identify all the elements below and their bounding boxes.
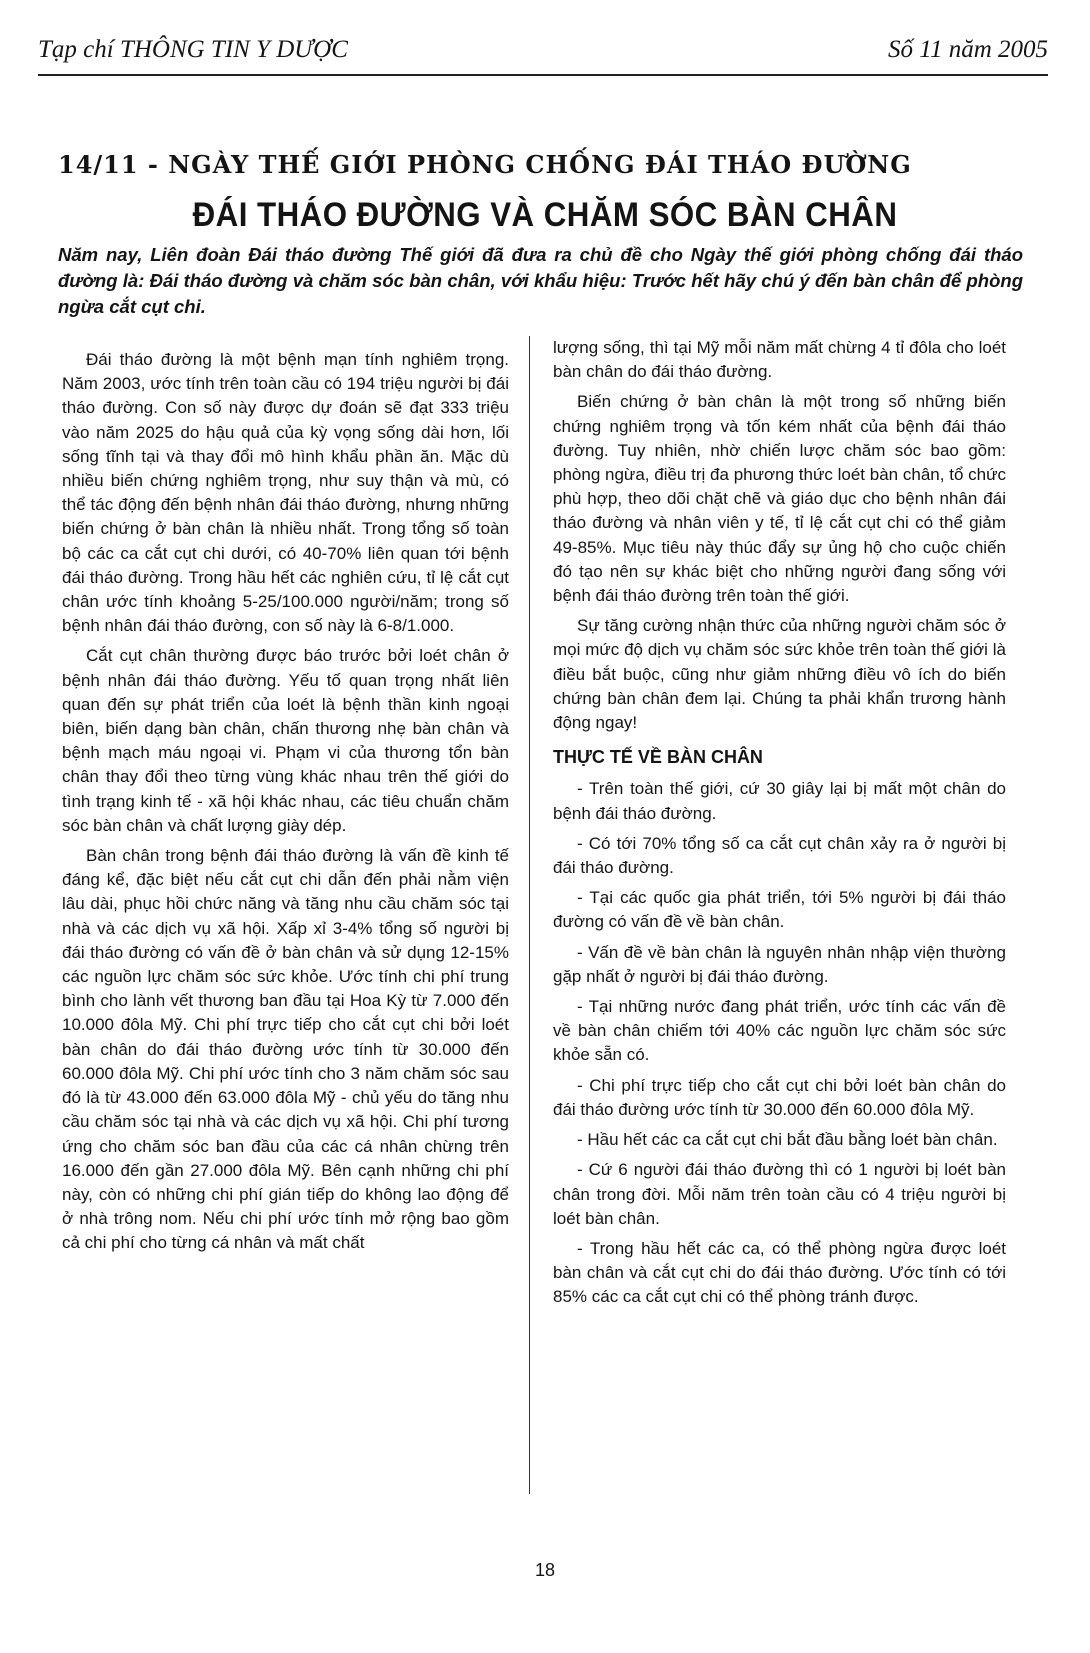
running-header: [38, 36, 1048, 70]
paragraph: Bàn chân trong bệnh đái tháo đường là vấn đề kinh tế đáng kể, đặc biệt nếu cắt cụt chi dẫn đến phải nằm viện lâu dài, phục hồi chức năng và tăng nhu cầu chăm sóc tại nhà và các dịch vụ xã hội. Xấp xỉ 3-4% tổng số người bị đái tháo đường có vấn đề ở bàn chân và sử dụng 12-15% các nguồn lực chăm sóc sức khỏe. Ước tính chi phí trung bình cho lành vết thương ban đầu tại Hoa Kỳ từ 7.000 đến 10.000 đôla Mỹ. Chi phí trực tiếp cho cắt cụt chi bởi loét bàn chân do đái tháo đường ước tính từ 30.000 đến 60.000 đôla Mỹ. Chi phí ước tính cho 3 năm chăm sóc sau đó là từ 43.000 đến 63.000 đôla Mỹ - chủ yếu do tăng nhu cầu chăm sóc tại nhà và các dịch vụ xã hội. Chi phí tương ứng cho chăm sóc ban đầu của các cá nhân chừng trên 16.000 đến gần 27.000 đôla Mỹ. Bên cạnh những chi phí này, còn có những chi phí gián tiếp do không lao động để ở nhà trông nom. Nếu chi phí ước tính mở rộng bao gồm cả chi phí cho từng cá nhân và mất chất: [62, 846, 509, 1253]
left-column: [62, 348, 509, 1262]
article-lead: Năm nay, Liên đoàn Đái tháo đường Thế giới đã đưa ra chủ đề cho Ngày thế giới phòng chống đái tháo đường là: Đái tháo đường và chăm sóc bàn chân, với khẩu hiệu: Trước hết hãy chú ý đến bàn chân để phòng ngừa cắt cụt chi.: [58, 244, 1023, 317]
fact-item: - Trong hầu hết các ca, có thể phòng ngừa được loét bàn chân và cắt cụt chi do đái tháo đường. Ước tính có tới 85% các ca cắt cụt chi có thể phòng tránh được.: [553, 1238, 1006, 1307]
paragraph: Sự tăng cường nhận thức của những người chăm sóc ở mọi mức độ dịch vụ chăm sóc sức khỏe trên toàn thế giới là điều bắt buộc, cũng như giảm những điều vô ích do biến chứng bàn chân đem lại. Chúng ta phải khẩn trương hành động ngay!: [553, 616, 1006, 733]
fact-item: - Trên toàn thế giới, cứ 30 giây lại bị mất một chân do bệnh đái tháo đường.: [553, 779, 1006, 823]
fact-item: - Vấn đề về bàn chân là nguyên nhân nhập viện thường gặp nhất ở người bị đái tháo đường.: [553, 942, 1006, 986]
fact-item: - Cứ 6 người đái tháo đường thì có 1 người bị loét bàn chân trong đời. Mỗi năm trên toàn cầu có 4 triệu người bị loét bàn chân.: [553, 1160, 1006, 1228]
article-title: ĐÁI THÁO ĐƯỜNG VÀ CHĂM SÓC BÀN CHÂN: [192, 196, 898, 234]
issue-number: Số 11 năm 2005: [888, 36, 1048, 63]
header-rule: [38, 74, 1048, 76]
paragraph: lượng sống, thì tại Mỹ mỗi năm mất chừng 4 tỉ đôla cho loét bàn chân do đái tháo đường.: [553, 338, 1006, 382]
right-column: [553, 336, 1006, 1316]
facts-heading: THỰC TẾ VỀ BÀN CHÂN: [553, 747, 763, 768]
paragraph: Biến chứng ở bàn chân là một trong số những biến chứng nghiêm trọng và tốn kém nhất của bệnh đái tháo đường. Tuy nhiên, nhờ chiến lược chăm sóc bao gồm: phòng ngừa, điều trị đa phương thức loét bàn chân, tổ chức phù hợp, theo dõi chặt chẽ và giáo dục cho bệnh nhân đái tháo đường và nhân viên y tế, tỉ lệ cắt cụt chi có thể giảm 49-85%. Mục tiêu này thúc đẩy sự ủng hộ cho cuộc chiến đó tạo nên sự khác biệt cho những người đang sống với bệnh đái tháo đường trên toàn thế giới.: [553, 392, 1006, 606]
paragraph: Đái tháo đường là một bệnh mạn tính nghiêm trọng. Năm 2003, ước tính trên toàn cầu có 194 triệu người bị đái tháo đường. Con số này được dự đoán sẽ đạt 333 triệu vào năm 2025 do hậu quả của kỳ vọng sống dài hơn, lối sống tĩnh tại và thay đổi mô hình khẩu phần ăn. Mặc dù nhiều biến chứng nghiêm trọng, như suy thận và mù, có thể tác động đến bệnh nhân đái tháo đường, nhưng những biến chứng ở bàn chân là nhiều nhất. Trong tổng số toàn bộ các ca cắt cụt chi dưới, có 40-70% liên quan tới bệnh đái tháo đường. Trong hầu hết các nghiên cứu, tỉ lệ cắt cụt chân ước tính khoảng 5-25/100.000 người/năm; trong số bệnh nhân đái tháo đường, con số này là 6-8/1.000.: [62, 350, 509, 636]
column-divider: [529, 336, 530, 1494]
page-number: 18: [534, 1560, 556, 1580]
journal-name: Tạp chí THÔNG TIN Y DƯỢC: [38, 36, 348, 63]
paragraph: Cắt cụt chân thường được báo trước bởi loét chân ở bệnh nhân đái tháo đường. Yếu tố quan trọng nhất liên quan đến sự phát triển của loét là bệnh thần kinh ngoại biên, biến dạng bàn chân, chấn thương nhẹ bàn chân và bệnh mạch máu ngoại vi. Phạm vi của thương tổn bàn chân thay đổi theo từng vùng khác nhau trên thế giới do tình trạng kinh tế - xã hội khác nhau, các tiêu chuẩn chăm sóc bàn chân và chất lượng giày dép.: [62, 646, 509, 835]
fact-item: - Tại các quốc gia phát triển, tới 5% người bị đái tháo đường có vấn đề về bàn chân.: [553, 888, 1006, 932]
article-eyebrow: 14/11 - NGÀY THẾ GIỚI PHÒNG CHỐNG ĐÁI THÁO ĐƯỜNG: [58, 150, 912, 179]
fact-item: - Hầu hết các ca cắt cụt chi bắt đầu bằng loét bàn chân.: [577, 1130, 998, 1150]
fact-item: - Có tới 70% tổng số ca cắt cụt chân xảy ra ở người bị đái tháo đường.: [553, 833, 1006, 878]
fact-item: - Tại những nước đang phát triển, ước tính các vấn đề về bàn chân chiếm tới 40% các nguồn lực chăm sóc sức khỏe sẵn có.: [553, 997, 1006, 1065]
fact-item: - Chi phí trực tiếp cho cắt cụt chi bởi loét bàn chân do đái tháo đường ước tính từ 30.000 đến 60.000 đôla Mỹ.: [553, 1075, 1006, 1119]
